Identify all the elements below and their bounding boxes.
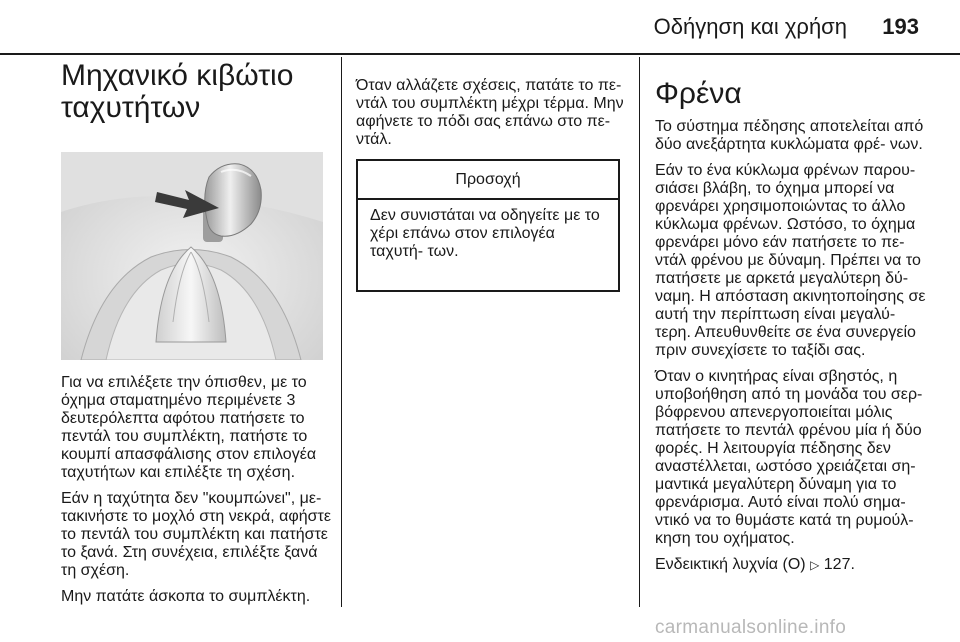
- warning-light-reference: [655, 556, 927, 574]
- left-column-text: [61, 374, 336, 614]
- brake-circuit-failure-paragraph: Εάν το ένα κύκλωμα φρένων παρου- σιάσει βλάβη, το όχημα μπορεί να φρενάρει χρησιμοποιώντας το άλλο κύκλωμα φρένων. Ωστόσο, το όχημα φρενάρει μόνο εάν πατήσετε το πε- ντάλ φρένου με δύναμη. Πρέπει να το πατήσετε με αρκετά μεγαλύτερη δύ- ναμη. Η απόσταση ακινητοποίησης σε αυτή την περίπτωση είναι μεγαλύ- τερη. Απευθυνθείτε σε ένα συνεργείο πριν συνεχίσετε το ταξίδι σας.: [655, 162, 926, 359]
- gear-not-engaging-paragraph: Εάν η ταχύτητα δεν "κουμπώνει", με- τακινήστε το μοχλό στη νεκρά, αφήστε το πεντάλ του συμπλέκτη και πατήστε το ξανά. Στη συνέχεια, επιλέξτε ξανά τη σχέση.: [61, 490, 331, 579]
- right-column: [655, 78, 927, 582]
- page-number: 193: [882, 14, 919, 39]
- section-heading-gearbox: [61, 60, 329, 124]
- page-reference-link[interactable]: 127.: [823, 556, 855, 573]
- column-divider-left: [341, 57, 342, 607]
- warning-light-label: Ενδεικτική λυχνία: [655, 556, 779, 573]
- gearbox-heading-line1: Μηχανικό κιβώτιο: [61, 59, 294, 92]
- gear-knob-illustration: [61, 152, 323, 360]
- middle-column: [356, 77, 624, 157]
- brake-servo-paragraph: Όταν ο κινητήρας είναι σβηστός, η υποβοήθηση από τη μονάδα του σερ- βόφρενου απενεργοποιείται μόλις πατήσετε το πεντάλ φρένου μία ή δύο φορές. Η λειτουργία πέδησης δεν αναστέλλεται, ωστόσο χρειάζεται ση- μαντικά μεγαλύτερη δύναμη για το φρενάρισμα. Αυτό είναι πολύ σημα- ντικό να το θυμάστε κατά τη ρυμούλ- κηση του οχήματος.: [655, 368, 923, 547]
- caution-text: Δεν συνιστάται να οδηγείτε με το χέρι επάνω στον επιλογέα ταχυτή- των.: [370, 207, 600, 260]
- gearbox-heading-line2: ταχυτήτων: [61, 91, 201, 124]
- caution-box: [356, 159, 620, 292]
- column-divider-right: [639, 57, 640, 607]
- caution-title: Προσοχή: [358, 161, 618, 200]
- running-header-title: Οδήγηση και χρήση: [653, 14, 847, 39]
- clutch-pedal-paragraph: Όταν αλλάζετε σχέσεις, πατάτε το πε- ντάλ του συμπλέκτη μέχρι τέρμα. Μην αφήνετε το πόδι σας επάνω στο πε- ντάλ.: [356, 77, 624, 148]
- section-heading-brakes: Φρένα: [655, 77, 742, 110]
- left-column: [61, 60, 329, 124]
- reverse-gear-paragraph: Για να επιλέξετε την όπισθεν, με το όχημα σταματημένο περιμένετε 3 δευτερόλεπτα αφότου πατήσετε το πεντάλ του συμπλέκτη, πατήστε το κουμπί απασφάλισης στον επιλογέα ταχυτήτων και επιλέξτε τη σχέση.: [61, 374, 317, 481]
- brake-warning-symbol-icon: (O): [782, 556, 806, 573]
- header-rule: [0, 53, 960, 55]
- page-reference-arrow-icon: ▷: [810, 558, 820, 572]
- clutch-warning-paragraph: Μην πατάτε άσκοπα το συμπλέκτη.: [61, 588, 311, 605]
- brake-system-paragraph: Το σύστημα πέδησης αποτελείται από δύο ανεξάρτητα κυκλώματα φρέ- νων.: [655, 118, 924, 153]
- watermark: carmanualsonline.info: [655, 617, 847, 638]
- gear-shift-illustration: [61, 152, 323, 360]
